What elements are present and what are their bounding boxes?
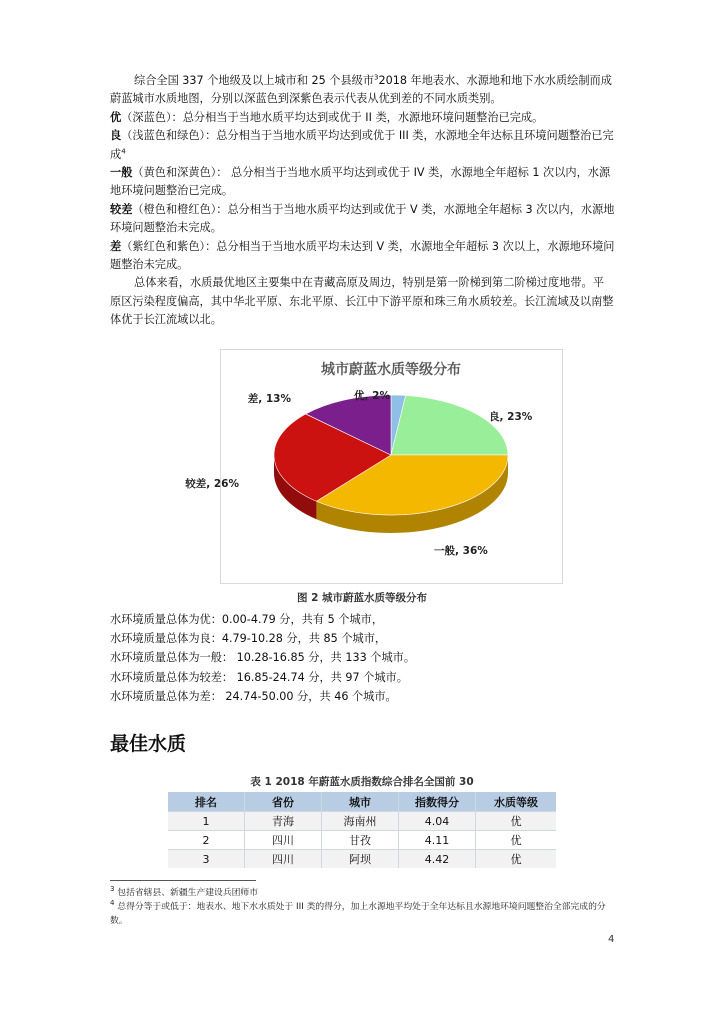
cell-rank: 2 (168, 831, 245, 850)
footnote-ref-4[interactable]: 4 (121, 146, 126, 155)
pie-slice-良 (391, 395, 508, 455)
score-range-line: 水环境质量总体为差： 24.74-50.00 分，共 46 个城市。 (110, 689, 397, 703)
cell-province: 四川 (245, 831, 322, 850)
score-range-line: 水环境质量总体为一般： 10.28-16.85 分，共 133 个城市。 (110, 651, 416, 665)
level-desc: （紫红色和紫色）：总分相当于当地水质平均未达到 V 类，水源地全年超标 3 次以上，水源地环境问题整治未完成。 (110, 239, 615, 272)
level-desc: （橙色和橙红色）：总分相当于当地水质平均达到或优于 V 类，水源地全年超标 3 次以内，水源地环境问题整治未完成。 (110, 202, 615, 235)
cell-grade: 优 (476, 831, 557, 850)
score-range-line: 水环境质量总体为良：4.79-10.28 分，共 85 个城市， (110, 632, 387, 646)
cell-rank: 3 (168, 850, 245, 869)
cell-grade: 优 (476, 812, 557, 831)
cell-province: 四川 (245, 850, 322, 869)
level-desc: （浅蓝色和绿色）：总分相当于当地水质平均达到或优于 III 类，水源地全年达标且环境问题整治已完成 (110, 129, 614, 161)
level-bad (110, 238, 615, 275)
level-name: 良 (110, 129, 122, 143)
summary-paragraph: 总体来看，水质最优地区主要集中在青藏高原及周边，特别是第一阶梯到第二阶梯过度地带。平原区污染程度偏高，其中华北平原、东北平原、长江中下游平原和珠三角水质较差。长江流域及以南整体优于长江流域以北。 (110, 276, 614, 327)
level-name: 优 (110, 110, 122, 124)
footnote-divider (110, 880, 256, 881)
footnote-ref-3[interactable]: 3 (374, 73, 379, 82)
score-ranges (110, 610, 415, 706)
level-name: 差 (110, 239, 122, 253)
cell-rank: 1 (168, 812, 245, 831)
table-row (168, 850, 556, 869)
cell-city: 海南州 (322, 812, 399, 831)
cell-score: 4.11 (399, 831, 476, 850)
table-caption: 表 1 2018 年蔚蓝水质指数综合排名全国前 30 (250, 776, 474, 788)
col-header-city: 城市 (322, 792, 399, 812)
table-row (168, 812, 556, 831)
cell-grade: 优 (476, 850, 557, 869)
pie-slices-group (274, 395, 508, 515)
pie-data-label: 差, 13% (247, 393, 291, 405)
ranking-table (168, 792, 556, 868)
cell-score: 4.04 (399, 812, 476, 831)
footnote-4: $^4$ 总得分等于或低于：地表水、地下水水质处于 III 类的得分，加上水源地平均处于全年达标且水源地环境问题整治全部完成的分数。 (110, 899, 606, 926)
pie-data-label: 良, 23% (489, 411, 533, 423)
level-excellent (110, 109, 615, 127)
footnotes (110, 886, 620, 928)
col-header-grade: 水质等级 (476, 792, 557, 812)
score-range-line: 水环境质量总体为较差： 16.85-24.74 分，共 97 个城市。 (110, 670, 408, 684)
col-header-rank: 排名 (168, 792, 245, 812)
cell-score: 4.42 (399, 850, 476, 869)
col-header-score: 指数得分 (399, 792, 476, 812)
intro-paragraph: 综合全国 337 个地级及以上城市和 25 个县级市$^3$2018 年地表水、水源地和地下水水质绘制而成蔚蓝城市水质地图，分别以深蓝色到深紫色表示代表从优到差的不同水质类别。 (110, 73, 612, 106)
pie-data-label: 一般, 36% (434, 545, 488, 557)
level-good (110, 127, 615, 164)
table-header-row (168, 792, 556, 812)
table-row (168, 831, 556, 850)
level-poor (110, 201, 615, 238)
level-name: 一般 (110, 166, 133, 180)
pie-data-label: 优, 2% (354, 390, 390, 402)
level-name: 较差 (110, 202, 133, 216)
level-desc: （深蓝色）：总分相当于当地水质平均达到或优于 II 类，水源地环境问题整治已完成。 (121, 110, 544, 124)
pie-data-label: 较差, 26% (185, 478, 239, 490)
pie-chart (185, 350, 562, 583)
body-text (110, 72, 615, 330)
col-header-province: 省份 (245, 792, 322, 812)
footnote-3: $^3$ 包括省辖县、新疆生产建设兵团师市 (110, 885, 259, 898)
level-desc: （黄色和深黄色）： 总分相当于当地水质平均达到或优于 IV 类，水源地全年超标 1 次以内，水源地环境问题整治已完成。 (110, 166, 611, 198)
page-number: 4 (608, 934, 615, 945)
cell-province: 青海 (245, 812, 322, 831)
level-average (110, 164, 615, 201)
score-range-line: 水环境质量总体为优：0.00-4.79 分，共有 5 个城市， (110, 613, 384, 626)
section-title: 最佳水质 (110, 733, 187, 755)
cell-city: 阿坝 (322, 850, 399, 869)
pie-chart-figure (185, 349, 563, 584)
cell-city: 甘孜 (322, 831, 399, 850)
chart-title: 城市蔚蓝水质等级分布 (321, 362, 461, 378)
figure-caption: 图 2 城市蔚蓝水质等级分布 (296, 592, 428, 604)
